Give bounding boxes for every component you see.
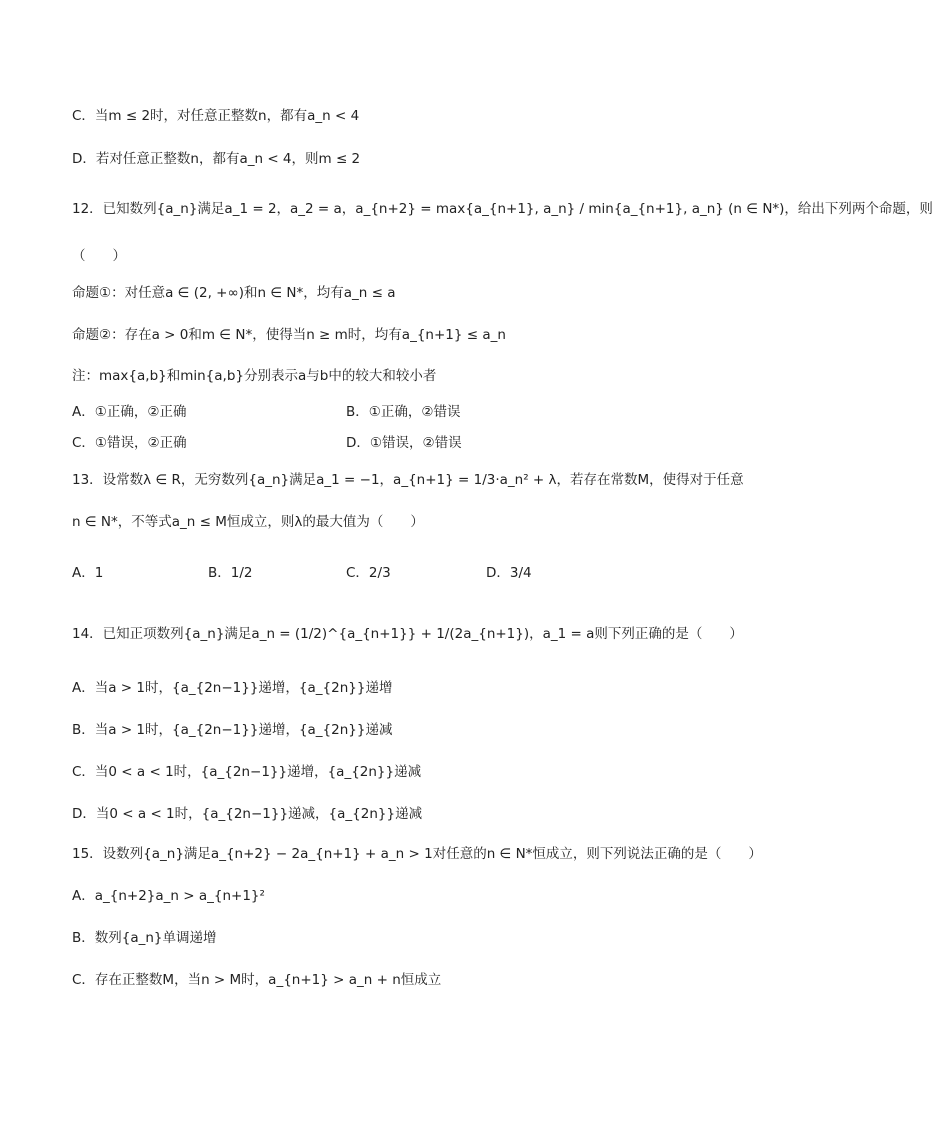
q12-prop2-text: 命题②：存在a > 0和m ∈ N*，使得当n ≥ m时，均有a_{n+1} ≤ a_n — [72, 327, 506, 343]
q15-option-c-text: C．存在正整数M，当n > M时，a_{n+1} > a_n + n恒成立 — [72, 972, 442, 988]
q12-proposition-1 — [72, 283, 395, 303]
q14-stem — [72, 624, 743, 644]
q13-option-b-text: B．1/2 — [208, 565, 253, 581]
q13-option-b — [208, 563, 253, 583]
q15-option-b-text: B．数列{a_n}单调递增 — [72, 930, 217, 946]
q15-option-b — [72, 928, 217, 948]
q12-option-c-text: C．①错误，②正确 — [72, 435, 187, 451]
q13-option-d — [486, 563, 532, 583]
q12-prop1-text: 命题①：对任意a ∈ (2, +∞)和n ∈ N*，均有a_n ≤ a — [72, 285, 396, 301]
q12-option-d — [346, 433, 462, 453]
q12-option-c — [72, 433, 187, 453]
q14-option-a-text: A．当a > 1时，{a_{2n−1}}递增，{a_{2n}}递增 — [72, 680, 393, 696]
q12-note-text: 注：max{a,b}和min{a,b}分别表示a与b中的较大和较小者 — [72, 368, 437, 384]
q13-stem-line1 — [72, 470, 744, 490]
q13-option-d-text: D．3/4 — [486, 565, 532, 581]
q13-option-c — [346, 563, 391, 583]
q13-option-a — [72, 563, 103, 583]
q14-option-c-text: C．当0 < a < 1时，{a_{2n−1}}递增，{a_{2n}}递减 — [72, 764, 422, 780]
q14-option-d-text: D．当0 < a < 1时，{a_{2n−1}}递减，{a_{2n}}递减 — [72, 806, 423, 822]
q11-option-d — [72, 149, 360, 169]
q12-option-d-text: D．①错误，②错误 — [346, 435, 462, 451]
q13-option-c-text: C．2/3 — [346, 565, 391, 581]
q15-stem — [72, 844, 762, 864]
q12-note — [72, 366, 436, 386]
q11-option-c-text: C．当m ≤ 2时，对任意正整数n，都有a_n < 4 — [72, 108, 360, 124]
q15-option-c — [72, 970, 441, 990]
q15-stem-text: 15．设数列{a_n}满足a_{n+2} − 2a_{n+1} + a_n > 1对任意的n ∈ N*恒成立，则下列说法正确的是（ ） — [72, 846, 762, 862]
q15-option-a — [72, 886, 265, 906]
q12-paren-text: （ ） — [72, 248, 126, 264]
q12-proposition-2 — [72, 325, 506, 345]
q14-option-a — [72, 678, 392, 698]
q14-option-d — [72, 804, 422, 824]
q14-option-b-text: B．当a > 1时，{a_{2n−1}}递增，{a_{2n}}递减 — [72, 722, 393, 738]
q13-option-a-text: A．1 — [72, 565, 104, 581]
q14-stem-text: 14．已知正项数列{a_n}满足a_n = (1/2)^{a_{n+1}} + 1/(2a_{n+1})，a_1 = a则下列正确的是（ ） — [72, 626, 743, 642]
q13-stem-line2 — [72, 512, 424, 532]
q14-option-b — [72, 720, 392, 740]
q12-option-a — [72, 402, 186, 422]
q14-option-c — [72, 762, 421, 782]
q12-stem-text: 12．已知数列{a_n}满足a_1 = 2，a_2 = a，a_{n+2} = max{a_{n+1}, a_n} / min{a_{n+1}, a_n} (n ∈ N*)，给出下列两个命题，则 — [72, 201, 933, 217]
q12-option-b-text: B．①正确，②错误 — [346, 404, 461, 420]
q15-option-a-text: A．a_{n+2}a_n > a_{n+1}² — [72, 888, 265, 904]
q12-option-b — [346, 402, 460, 422]
q13-stem2-text: n ∈ N*，不等式a_n ≤ M恒成立，则λ的最大值为（ ） — [72, 514, 424, 530]
q11-option-c — [72, 106, 359, 126]
q12-answer-paren — [72, 246, 126, 266]
q13-stem1-text: 13．设常数λ ∈ R，无穷数列{a_n}满足a_1 = −1，a_{n+1} = 1/3·a_n² + λ，若存在常数M，使得对于任意 — [72, 472, 744, 488]
q12-stem — [72, 199, 933, 219]
q11-option-d-text: D．若对任意正整数n，都有a_n < 4，则m ≤ 2 — [72, 151, 361, 167]
q12-option-a-text: A．①正确，②正确 — [72, 404, 187, 420]
